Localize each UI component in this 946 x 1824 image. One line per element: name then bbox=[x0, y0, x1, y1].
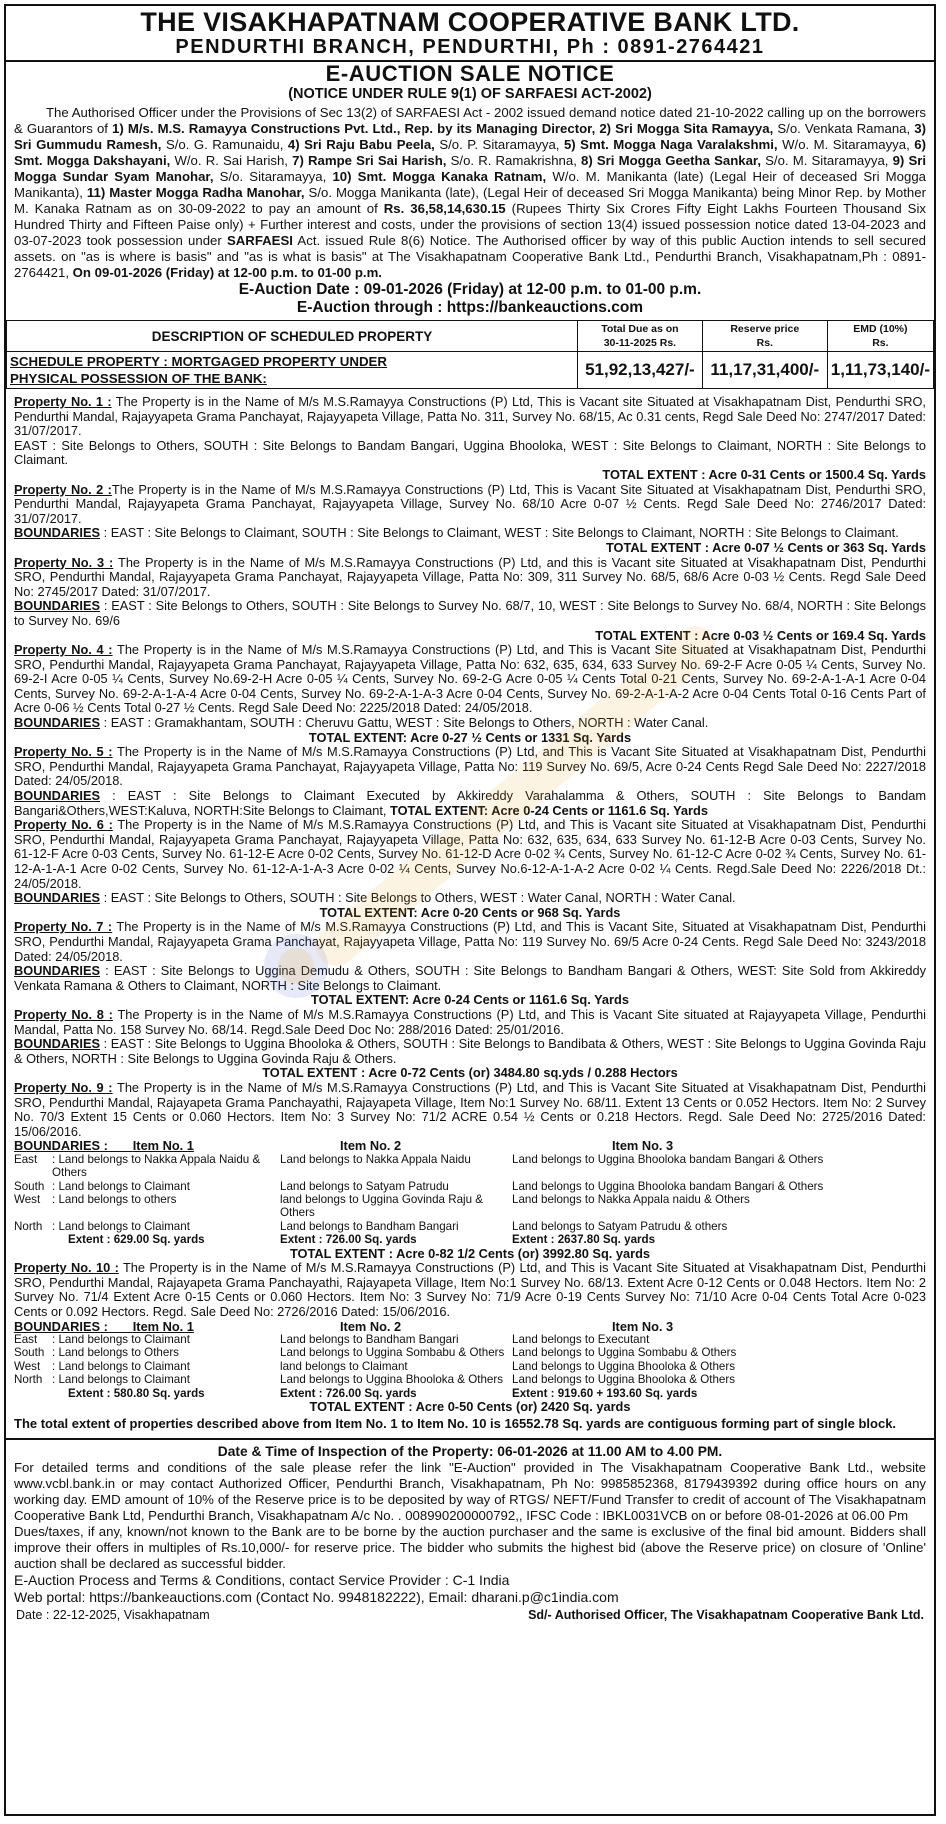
cell: : Land belongs to Claimant bbox=[52, 1373, 190, 1387]
property-8-boundaries: BOUNDARIES : EAST : Site Belongs to Uggina Bhooloka & Others, SOUTH : Site Belongs to Bandibata & Others, WEST : Site Belongs to Uggina Govinda Raju & Others, NORTH : Site Belongs to Uggina Govinda Raju & Others. bbox=[14, 1036, 926, 1066]
property-7-boundaries: BOUNDARIES : EAST : Site Belongs to Uggina Demudu & Others, SOUTH : Site Belongs to Bandham Bangari & Others, WEST: Site Sold from Akkireddy Venkata Ramana & Others to Claimant, NORTH : Site Belongs to Claimant. bbox=[14, 963, 926, 993]
cell: : Land belongs to Nakka Appala Naidu & Others bbox=[52, 1152, 261, 1180]
properties-section bbox=[6, 389, 934, 1415]
property-2-total: TOTAL EXTENT : Acre 0-07 ½ Cents or 363 Sq. Yards bbox=[605, 539, 926, 555]
cell: Land belongs to Uggina Bhooloka bandam Bangari & Others bbox=[512, 1152, 824, 1166]
property-10-boundaries-grid bbox=[14, 1320, 926, 1400]
cell: : Land belongs to Claimant bbox=[52, 1332, 190, 1346]
notice-title: E-AUCTION SALE NOTICE bbox=[325, 61, 615, 86]
cell: : Land belongs to Claimant bbox=[52, 1359, 190, 1373]
col-total-due: Total Due as on 30-11-2025 Rs. bbox=[577, 321, 702, 352]
property-6: Property No. 6 : The Property is in the Name of M/s M.S.Ramayya Constructions (P) Ltd, and This is Vacant site Situated at Visakhapatnam Dist, Pendurthi SRO, Pendurthi Mandal, Rajayyapeta Grama Panchayat, Rajayyapeta Village, Patta No: 632, 635, 634, 633 Survey No. 61-12-B Acre 0-03 Cents, Survey No. 61-12-F Acre 0-03 Cents, Survey No. 61-12-E Acre 0-02 Cents, Survey No. 61-12-D Acre 0-02 ¾ Cents, Survey No. 61-12-C Acre 0-02 ¾ Cents, Survey No. 61-12-A-1-A-1 Acre 0-02 Cents, Survey No. 61-12-A-1-A-3 Acre 0-02 ¼ Cents, Survey No.6-12-A-1-A-2 Acre 0-02 ¼ Cents. Regd.Sale Deed No: 2226/2018 Dt.: 24/05/2018. bbox=[14, 817, 926, 891]
cell: Land belongs to Uggina Bhooloka & Others bbox=[512, 1373, 736, 1387]
auction-date: E-Auction Date : 09-01-2026 (Friday) at 12-00 p.m. to 01-00 p.m. bbox=[238, 281, 702, 298]
terms-paragraph: For detailed terms and conditions of the sale please refer the link "E-Auction" provided in The Visakhapatnam Cooperative Bank Ltd., website www.vcbl.bank.in or may contact Authorized Officer, Pendurthi Branch, Visakhapatnam, Ph No: 9985852368, 8179439392 during office hours on any working day. EMD amount of 10% of the Reserve price is to be deposited by way of RTGS/ NEFT/Fund Transfer to credit of account of The Visakhapatnam Cooperative Bank Ltd, Pendurthi Branch, Visakhapatnam A/c No. . 008990200000792,, IFSC Code : IBKL0031VCB on or before 08-01-2026 at 06.00 Pm bbox=[14, 1459, 926, 1523]
property-10-total: TOTAL EXTENT : Acre 0-50 Cents (or) 2420 Sq. yards bbox=[309, 1398, 631, 1414]
cell: : Land belongs to Others bbox=[52, 1346, 179, 1360]
property-1-boundaries: EAST : Site Belongs to Others, SOUTH : Site Belongs to Bandam Bangari, Uggina Bhooloka, WEST : Site Belongs to Claimant, NORTH : Site Belongs to Claimant. bbox=[14, 437, 926, 468]
item-3-header: Item No. 3 bbox=[612, 1318, 674, 1334]
property-1-total: TOTAL EXTENT : Acre 0-31 Cents or 1500.4 Sq. Yards bbox=[602, 466, 926, 482]
west-label: West bbox=[14, 1192, 41, 1206]
extent-1: Extent : 580.80 Sq. yards bbox=[68, 1386, 205, 1400]
property-5: Property No. 5 : The Property is in the Name of M/s M.S.Ramayya Constructions (P) Ltd, and This is Vacant Site Situated at Visakhapatnam Dist, Pendurthi SRO, Pendurthi Mandal, Rajayyapeta Grama Panchayat, Rajayyapeta Village, Patta No: 119 Survey No. 69/5, Acre 0-24 Cents Regd Sale Deed No: 2227/2018 Dated: 24/05/2018. bbox=[14, 744, 926, 789]
property-3-total: TOTAL EXTENT : Acre 0-03 ½ Cents or 169.4 Sq. Yards bbox=[595, 627, 926, 643]
bank-name: THE VISAKHAPATNAM COOPERATIVE BANK LTD. bbox=[140, 7, 800, 37]
property-9-total: TOTAL EXTENT : Acre 0-82 1/2 Cents (or) 3992.80 Sq. yards bbox=[289, 1245, 651, 1261]
dues-paragraph: Dues/taxes, if any, known/not known to the Bank are to be borne by the auction purchaser and the same is exclusive of the final bid amount. Bidders shall improve their offers in multiples of Rs.10,000/- for reserve price. The bidder who submits the highest bid (above the Reserve price) on closure of 'Online' auction shall be declared as successful bidder. bbox=[14, 1523, 926, 1571]
east-label: East bbox=[14, 1152, 38, 1166]
cell: Land belongs to Uggina Sombabu & Others bbox=[512, 1346, 737, 1360]
cell: Land belongs to Uggina Bhooloka & Others bbox=[512, 1359, 736, 1373]
property-8: Property No. 8 : The Property is in the Name of M/s M.S.Ramayya Constructions (P) Ltd, and This is Vacant Site situated at Rajayyapeta Village, Pendurthi Mandal, Patta No. 158 Survey No. 68/14. Regd.Sale Deed Doc No: 288/2016 Dated: 25/01/2016. bbox=[14, 1006, 926, 1037]
north-label: North bbox=[14, 1373, 43, 1387]
cell: Land belongs to Satyam Patrudu & others bbox=[512, 1219, 728, 1233]
web-portal[interactable]: Web portal: https://bankeauctions.com (Contact No. 9948182222), Email: dharani.p@c1india.com bbox=[14, 1588, 619, 1605]
extent-3: Extent : 919.60 + 193.60 Sq. yards bbox=[512, 1386, 698, 1400]
footer-section bbox=[6, 1438, 934, 1623]
cell: : Land belongs to Claimant bbox=[52, 1179, 190, 1193]
property-1: Property No. 1 : The Property is in the Name of M/s M.S.Ramayya Constructions (P) Ltd, This is Vacant site Situated at Visakhapatnam Dist, Pendurthi SRO, Pendurthi Mandal, Rajayyapeta Grama Panchayat, Rajayyapeta Village, Patta No. 311, Survey No. 68/15, Ac 0.31 cents, Regd Sale Deed No: 2747/2017 Dated: 31/07/2017. bbox=[14, 394, 926, 439]
property-4: Property No. 4 : The Property is in the Name of M/s M.S.Ramayya Constructions (P) Ltd, and This is Vacant Site Situated at Visakhapatnam Dist, Pendurthi SRO, Pendurthi Mandal, Rajayyapeta Grama Panchayat, Rajayyapeta Village, Patta No: 632, 635, 634, 633 Survey No. 69-2-F Acre 0-05 ¼ Cents, Survey No. 69-2-I Acre 0-05 ¼ Cents, Survey No.69-2-H Acre 0-05 ¼ Cents, Survey No. 69-2-G Acre 0-05 ¼ Cents Total 0-21 Cents, Survey No. 69-2-A-1-A-1 Acre 0-04 Cents, Survey No. 69-2-A-1-A-4 Acre 0-04 Cents, Survey No. 69-2-A-1-A-3 Acre 0-04 Cents, Survey No. 69-2-A-1-A-2 Acre 0-04 Cents Total 0-16 Cents Part of Acre 0-06 ½ Cents Total 0-27 ½ Cents. Regd Sale Deed No: 2225/2018 Dated: 24/05/2018. bbox=[14, 642, 926, 716]
cell: Land belongs to Bandham Bangari bbox=[280, 1332, 459, 1346]
schedule-table bbox=[6, 320, 934, 389]
notice-document bbox=[4, 4, 936, 1816]
boundaries-label: BOUNDARIES : Item No. 1 bbox=[14, 1138, 194, 1154]
schedule-label: SCHEDULE PROPERTY : MORTGAGED PROPERTY UNDER PHYSICAL POSSESSION OF THE BANK: bbox=[7, 352, 578, 389]
property-10: Property No. 10 : The Property is in the Name of M/s M.S.Ramayya Constructions (P) Ltd, and This is Vacant Site Situated at Visakhapatnam Dist, Pendurthi SRO, Pendurthi Mandal, Rajayapeta Grama Panchayathi, Rajayapeta Village, Item No:1 Survey No. 68/13. Extent Acre 0-12 Cents or 0.048 Hectors. Item No: 2 Survey No. 71/4 Extent Acre 0-15 Cents or 0.060 Hectors. Item No: 3 Survey No: 71/9 Acre 0-19 Cents Survey No: 71/10 Acre 0-04 Cents Total Acre 0-023 Cents or 0.092 Hectors. Regd. Sale Deed No: 2726/2016 Dated: 15/06/2016. bbox=[14, 1260, 926, 1319]
cell: Land belongs to Satyam Patrudu bbox=[280, 1179, 449, 1193]
cell: Land belongs to Uggina Bhooloka bandam Bangari & Others bbox=[512, 1179, 824, 1193]
property-7-total: TOTAL EXTENT: Acre 0-24 Cents or 1161.6 Sq. Yards bbox=[311, 992, 629, 1008]
total-extent-statement: The total extent of properties described above from Item No. 1 to Item No. 10 is 16552.78 Sq. yards are contiguous forming part of single block. bbox=[14, 1415, 897, 1431]
property-4-total: TOTAL EXTENT: Acre 0-27 ½ Cents or 1331 Sq. Yards bbox=[308, 729, 632, 745]
total-due-value: 51,92,13,427/- bbox=[577, 352, 702, 389]
reserve-price-value: 11,17,31,400/- bbox=[702, 352, 827, 389]
property-2: Property No. 2 :The Property is in the Name of M/s M.S.Ramayya Constructions (P) Ltd, This is Vacant Site Situated at Visakhapatnam Dist, Pendurthi SRO, Pendurthi Mandal, Rajayyapeta Grama Panchayat, Rajayyapeta Village, Survey No. 68/10 Acre 0-07 ½ Cents. Regd Sale Deed No: 2746/2017 Dated: 31/07/2017. bbox=[14, 481, 926, 526]
north-label: North bbox=[14, 1219, 43, 1233]
cell: : Land belongs to Claimant bbox=[52, 1219, 190, 1233]
property-6-total: TOTAL EXTENT: Acre 0-20 Cents or 968 Sq. Yards bbox=[319, 904, 621, 920]
item-3-header: Item No. 3 bbox=[612, 1138, 674, 1154]
east-label: East bbox=[14, 1332, 38, 1346]
cell: : Land belongs to others bbox=[52, 1192, 177, 1206]
property-5-boundaries: BOUNDARIES : EAST : Site Belongs to Claimant Executed by Akkireddy Varahalamma & Others, SOUTH : Site Belongs to Bandam Bangari&Others,WEST:Kaluva, NORTH:Site Belongs to Claimant, TOTAL EXTENT: Acre 0-24 Cents or 1161.6 Sq. Yards bbox=[14, 788, 926, 818]
cell: Land belongs to Executant bbox=[512, 1332, 650, 1346]
extent-1: Extent : 629.00 Sq. yards bbox=[68, 1233, 205, 1247]
extent-3: Extent : 2637.80 Sq. yards bbox=[512, 1233, 656, 1247]
service-provider: E-Auction Process and Terms & Conditions, contact Service Provider : C-1 India bbox=[14, 1571, 510, 1588]
property-3-boundaries: BOUNDARIES : EAST : Site Belongs to Others, SOUTH : Site Belongs to Survey No. 68/7, 10, WEST : Site Belongs to Survey No. 68/4, NORTH : Site Belongs to Survey No. 69/6 bbox=[14, 598, 926, 628]
property-4-boundaries: BOUNDARIES : EAST : Gramakhantam, SOUTH : Cheruvu Gattu, WEST : Site Belongs to Others, NORTH : Water Canal. bbox=[14, 715, 709, 731]
extent-2: Extent : 726.00 Sq. yards bbox=[280, 1233, 417, 1247]
col-description: DESCRIPTION OF SCHEDULED PROPERTY bbox=[7, 321, 578, 352]
inspection-date: Date & Time of Inspection of the Property: 06-01-2026 at 11.00 AM to 4.00 PM. bbox=[217, 1443, 723, 1459]
property-6-boundaries: BOUNDARIES : EAST : Site Belongs to Others, SOUTH : Site Belongs to Others, WEST : Water Canal, NORTH : Water Canal. bbox=[14, 890, 736, 906]
cell: land belongs to Uggina Govinda Raju & Others bbox=[280, 1192, 484, 1220]
branch-line: PENDURTHI BRANCH, PENDURTHI, Ph : 0891-2764421 bbox=[175, 36, 765, 58]
property-3: Property No. 3 : The Property is in the Name of M/s M.S.Ramayya Constructions (P) Ltd, and this is Vacant site Situated at Visakhapatnam Dist, Pendurthi SRO, Pendurthi Mandal, Rajayyapeta Grama Panchayat, Rajayyapeta Village, Patta No: 309, 311 Survey No. 68/5, 68/6 Acre 0-03 ½ Cents. Regd Sale Deed No: 2745/2017 Dated: 31/07/2017. bbox=[14, 554, 926, 599]
notice-subtitle: (NOTICE UNDER RULE 9(1) OF SARFAESI ACT-2002) bbox=[288, 86, 652, 102]
col-reserve-price: Reserve price Rs. bbox=[702, 321, 827, 352]
signature-row bbox=[14, 1606, 926, 1623]
cell: Land belongs to Nakka Appala naidu & Others bbox=[512, 1192, 750, 1206]
property-9-boundaries-grid bbox=[14, 1139, 926, 1246]
emd-value: 1,11,73,140/- bbox=[827, 352, 933, 389]
property-8-total: TOTAL EXTENT : Acre 0-72 Cents (or) 3484.80 sq.yds / 0.288 Hectors bbox=[262, 1065, 678, 1081]
extent-2: Extent : 726.00 Sq. yards bbox=[280, 1386, 417, 1400]
property-9: Property No. 9 : The Property is in the Name of M/s M.S.Ramayya Constructions (P) Ltd, and This is Vacant Site Situated at Visakhapatnam Dist, Pendurthi SRO, Pendurthi Mandal, Rajayapeta Grama Panchayathi, Rajayapeta Village, Item No:1 Survey No. 68/11. Extent 13 Cents or 0.052 Hectors. Item No: 2 Survey No. 70/3 Extent 15 Cents or 0.060 Hectors. Item No: 3 Survey No: 71/2 ACRE 0.54 ½ Cents or 0.218 Hectors. Regd. Sale Deed No: 2725/2016 Dated: 15/06/2016. bbox=[14, 1079, 926, 1139]
south-label: South bbox=[14, 1179, 45, 1193]
cell: land belongs to Claimant bbox=[280, 1359, 408, 1373]
west-label: West bbox=[14, 1359, 41, 1373]
property-2-boundaries: BOUNDARIES : EAST : Site Belongs to Claimant, SOUTH : Site Belongs to Claimant, WEST : Site Belongs to Claimant, NORTH : Site Belongs to Claimant. bbox=[14, 525, 899, 541]
cell: Land belongs to Nakka Appala Naidu bbox=[280, 1152, 471, 1166]
boundaries-label: BOUNDARIES : Item No. 1 bbox=[14, 1318, 194, 1334]
notice-date: Date : 22-12-2025, Visakhapatnam bbox=[16, 1607, 210, 1622]
item-2-header: Item No. 2 bbox=[340, 1318, 402, 1334]
cell: Land belongs to Bandham Bangari bbox=[280, 1219, 459, 1233]
property-5-total: TOTAL EXTENT: Acre 0-24 Cents or 1161.6 Sq. Yards bbox=[390, 802, 708, 818]
property-7: Property No. 7 : The Property is in the Name of M/s M.S.Ramayya Constructions (P) Ltd, and This is Vacant Site, Situated at Visakhapatnam Dist, Pendurthi SRO, Pendurthi Mandal, Rajayyapeta Grama Panchayat, Rajayyapeta Village, Patta No: 119 Survey No. 69/5 Acre 0-24 Cents. Regd Sale Deed No: 3243/2018 Dated: 24/05/2018. bbox=[14, 919, 926, 964]
cell: Land belongs to Uggina Sombabu & Others bbox=[280, 1346, 505, 1360]
item-2-header: Item No. 2 bbox=[340, 1138, 402, 1154]
col-emd: EMD (10%) Rs. bbox=[827, 321, 933, 352]
intro-paragraph: The Authorised Officer under the Provisions of Sec 13(2) of SARFAESI Act - 2002 issued demand notice dated 21-10-2022 calling up on the borrowers & Guarantors of 1) M/s. M.S. Ramayya Constructions Pvt. Ltd., Rep. by its Managing Director, 2) Sri Mogga Sita Ramayya, S/o. Venkata Ramana, 3) Sri Gummudu Ramesh, S/o. G. Ramunaidu, 4) Sri Raju Babu Peela, S/o. P. Sitaramayya, 5) Smt. Mogga Naga Varalakshmi, W/o. M. Sitaramayya, 6) Smt. Mogga Dakshayani, W/o. R. Sai Harish, 7) Rampe Sri Sai Harish, S/o. R. Ramakrishna, 8) Sri Mogga Geetha Sankar, S/o. M. Sitaramayya, 9) Sri Mogga Sundar Syam Manohar, S/o. Sitaramayya, 10) Smt. Mogga Kanaka Ratnam, W/o. M. Manikanta (late) (Legal Heir of deceased Sri Mogga Manikanta), 11) Master Mogga Radha Manohar, S/o. Mogga Manikanta (late), (Legal Heir of deceased Sri Mogga Manikanta) being Minor Rep. by Mother M. Kanaka Ratnam as on 30-09-2022 to pay an amount of Rs. 36,58,14,630.15 (Rupees Thirty Six Crores Fifty Eight Lakhs Fourteen Thousand Six Hundred Thirty and Fifteen Paise only) + Further interest and costs, under the provisions of section 13(4) issued possession notice dated 13-04-2023 and 03-07-2023 took possession under SARFAESI Act. issued Rule 8(6) Notice. The Authorised officer by way of this public Auction intends to sell secured assets. on "as is where is basis" and "as is what is basis" at The Visakhapatnam Cooperative Bank Ltd., Pendurthi Branch, Visakhapatnam,Ph : 0891-2764421, On 09-01-2026 (Friday) at 12-00 p.m. to 01-00 p.m. bbox=[14, 105, 927, 280]
auction-through: E-Auction through : https://bankeauctions.com bbox=[296, 299, 644, 316]
south-label: South bbox=[14, 1346, 45, 1360]
cell: Land belongs to Uggina Bhooloka & Others bbox=[280, 1373, 504, 1387]
authorised-signature: Sd/- Authorised Officer, The Visakhapatnam Cooperative Bank Ltd. bbox=[528, 1607, 924, 1622]
